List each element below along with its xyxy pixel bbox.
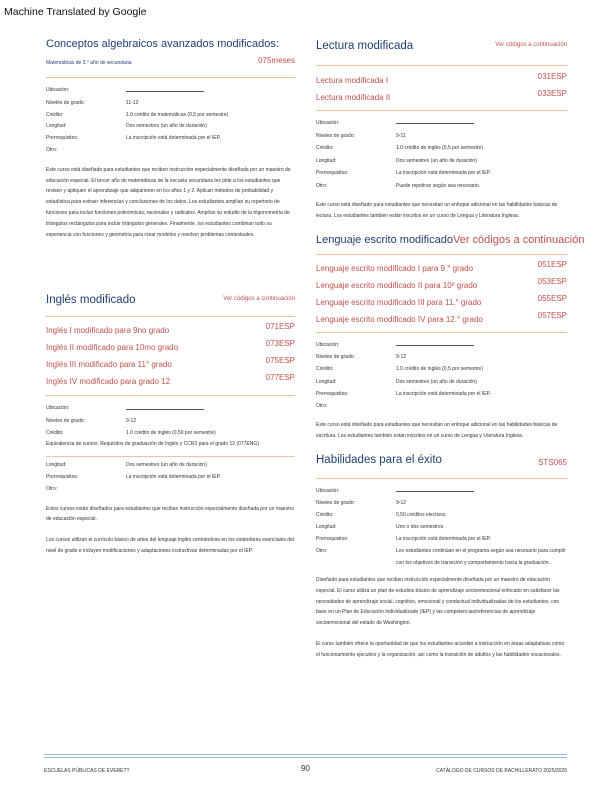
success-title: Habilidades para el éxito bbox=[316, 454, 442, 466]
writing-course-list bbox=[316, 260, 567, 328]
english-info-table-2 bbox=[46, 460, 295, 495]
course-item bbox=[46, 339, 295, 356]
writing-info-table bbox=[316, 339, 567, 412]
info-label: Prerrequisitos: bbox=[316, 390, 349, 397]
course-code: 055ESP bbox=[537, 294, 567, 303]
info-label: Otro: bbox=[316, 182, 328, 189]
info-row bbox=[46, 484, 295, 496]
footer-catalog: CATÁLOGO DE CURSOS DE BACHILLERATO 2025/2026 bbox=[436, 768, 567, 774]
course-code: 033ESP bbox=[537, 89, 567, 98]
course-name: Lenguaje escrito modificado III para 11.° grado bbox=[316, 298, 482, 307]
course-item bbox=[316, 294, 567, 311]
info-row bbox=[316, 485, 567, 497]
left-column bbox=[46, 38, 295, 554]
course-name: Inglés III modificado para 11° grado bbox=[46, 360, 172, 369]
info-row bbox=[316, 130, 567, 143]
info-row bbox=[316, 400, 567, 412]
paragraph: Los cursos utilizan el currículo básico de artes del lenguaje inglés centrándose en los estándares esenciales del nivel de grado e incluyen modificaciones y adaptaciones instructivas determinadas por el IEP. bbox=[46, 537, 294, 554]
info-row bbox=[316, 545, 567, 569]
algebra-section bbox=[46, 38, 295, 240]
english-title: Inglés modificado bbox=[46, 294, 136, 306]
algebra-code: 075meses bbox=[258, 56, 295, 65]
writing-section bbox=[316, 230, 585, 442]
divider bbox=[316, 332, 567, 333]
info-label: Ubicación: bbox=[316, 120, 340, 126]
blank-line bbox=[126, 85, 204, 92]
course-item bbox=[46, 322, 295, 339]
blank-field bbox=[396, 117, 567, 130]
success-code: STS065 bbox=[538, 458, 567, 467]
info-label: Longitud: bbox=[316, 378, 337, 385]
info-value: 0,50 créditos electivos bbox=[396, 512, 446, 518]
blank-line bbox=[396, 117, 474, 124]
info-value: 1.0 crédito de matemáticas (0,5 por semestre) bbox=[126, 111, 229, 118]
info-value: Los estudiantes continúan en el programa según sea necesario para cumplir con los objetivos de transición y comportamiento hacia la graduación. bbox=[396, 548, 566, 566]
info-row bbox=[316, 533, 567, 545]
divider bbox=[316, 478, 567, 479]
info-label: Niveles de grado: bbox=[316, 354, 355, 361]
blank-line bbox=[396, 339, 474, 346]
page-footer bbox=[44, 764, 567, 774]
info-row bbox=[316, 521, 567, 533]
course-item bbox=[316, 311, 567, 328]
info-row bbox=[46, 472, 295, 484]
info-label: Crédito: bbox=[316, 145, 334, 151]
paragraph: Este curso está diseñado para estudiantes que necesitan un enfoque adicional en las habilidades básicas de lectura. Los estudiantes también están inscritos en un curso de Lengua y Literatura Inglesa. bbox=[316, 202, 558, 219]
info-label: Niveles de grado: bbox=[316, 500, 355, 506]
algebra-title: Conceptos algebraicos avanzados modificados: bbox=[46, 38, 279, 50]
success-description bbox=[316, 575, 567, 661]
footer-school: ESCUELAS PÚBLICAS DE EVERETT bbox=[44, 768, 130, 774]
info-value: Dos semestres (un año de duración) bbox=[126, 123, 207, 130]
english-info-table bbox=[46, 403, 295, 439]
info-row bbox=[316, 509, 567, 521]
info-row bbox=[46, 403, 295, 416]
course-code: 073ESP bbox=[265, 339, 295, 348]
info-row bbox=[316, 351, 567, 363]
machine-translated-banner: Machine Translated by Google bbox=[4, 6, 147, 18]
info-value: Uno o dos semestres bbox=[396, 524, 444, 530]
divider bbox=[46, 77, 295, 78]
course-code: 031ESP bbox=[537, 72, 567, 81]
paragraph: Este curso está diseñado para estudiantes que necesitan un enfoque adicional en las habilidades básicas de escritura. Los estudiantes también están inscritos en un curso de Lengua y Literatura Inglesa. bbox=[316, 422, 558, 440]
divider bbox=[316, 65, 567, 66]
course-item bbox=[46, 373, 295, 390]
success-info-table bbox=[316, 485, 567, 569]
course-name: Lenguaje escrito modificado I para 9.° grado bbox=[316, 264, 474, 273]
course-code: 071ESP bbox=[265, 322, 295, 331]
course-name: Inglés I modificado para 9no grado bbox=[46, 326, 170, 335]
paragraph: Diseñado para estudiantes que reciben instrucción especialmente diseñada por un maestro de educación especial. El curso utiliza un plan de estudios básico de aprendizaje socioemocional enfocado en satisfacer las necesidades de aprendizaje social, cognitivo, emocional y conductual individualizadas de los estudiantes, con base en un Plan de Educación Individualizado (IEP) y las competencias/referencias de aprendizaje socioemocional del estado de Washington. bbox=[316, 577, 560, 627]
reading-description bbox=[316, 200, 567, 222]
course-name: Inglés II modificado para 10mo grado bbox=[46, 343, 179, 352]
divider bbox=[46, 456, 295, 457]
info-label: Otro: bbox=[46, 146, 58, 153]
info-label: Longitud: bbox=[46, 123, 67, 130]
info-label: Ubicación: bbox=[316, 342, 340, 348]
course-item bbox=[316, 260, 567, 277]
blank-field bbox=[126, 85, 295, 98]
reading-title: Lectura modificada bbox=[316, 40, 414, 52]
right-column bbox=[316, 38, 585, 658]
course-item bbox=[316, 72, 567, 89]
divider bbox=[46, 395, 295, 396]
info-value: 9-12 bbox=[126, 417, 137, 424]
info-label: Ubicación: bbox=[46, 405, 70, 411]
info-row bbox=[316, 155, 567, 168]
paragraph: El curso también ofrece la oportunidad de que los estudiantes accedan a instrucción en áreas adaptativas como el funcionamiento ejecutivo y la organización, así como la transición de adultos y las habilidades vocacionales. bbox=[316, 640, 565, 658]
info-row bbox=[46, 428, 295, 440]
info-value: 11-12 bbox=[126, 99, 139, 106]
info-row bbox=[316, 167, 567, 180]
info-label: Ubicación: bbox=[316, 488, 340, 494]
course-item bbox=[46, 356, 295, 373]
algebra-description bbox=[46, 165, 295, 241]
blank-field bbox=[396, 485, 567, 497]
info-row bbox=[316, 363, 567, 375]
algebra-info-table bbox=[46, 85, 295, 157]
info-label: Crédito: bbox=[316, 512, 334, 518]
page-number: 90 bbox=[301, 764, 310, 773]
info-label: Longitud: bbox=[316, 157, 337, 164]
english-equivalence: Equivalencia de cursos: Requisitos de graduación de Inglés y CCR3 para el grado 12 (077ENG) bbox=[46, 441, 259, 448]
info-value: Dos semestres (un año de duración) bbox=[126, 462, 207, 469]
info-label: Crédito: bbox=[46, 111, 64, 118]
info-label: Otro: bbox=[316, 548, 328, 554]
info-value: La inscripción está determinada por el IEP. bbox=[396, 536, 491, 542]
writing-title: Lenguaje escrito modificado bbox=[316, 234, 453, 246]
paragraph: Estos cursos están diseñados para estudiantes que reciben instrucción especialmente diseñada por un maestro de educación especial. bbox=[46, 505, 294, 523]
info-row bbox=[46, 121, 295, 133]
info-row bbox=[46, 110, 295, 122]
course-name: Lenguaje escrito modificado IV para 12.° grado bbox=[316, 315, 483, 324]
success-section bbox=[316, 452, 567, 661]
info-value: La inscripción está determinada por el IEP. bbox=[126, 135, 221, 142]
info-value: La inscripción está determinada por el IEP. bbox=[396, 390, 491, 397]
course-name: Lectura modificada II bbox=[316, 93, 391, 102]
info-row bbox=[46, 133, 295, 145]
writing-description bbox=[316, 420, 567, 442]
writing-see-codes-link[interactable]: Ver códigos a continuación bbox=[452, 234, 585, 246]
info-row bbox=[46, 460, 295, 472]
blank-line bbox=[396, 485, 474, 492]
info-row bbox=[316, 388, 567, 400]
info-value: Dos semestres (un año de duración) bbox=[396, 378, 477, 385]
info-label: Niveles de grado: bbox=[316, 132, 355, 139]
blank-field bbox=[396, 339, 567, 351]
blank-field bbox=[126, 403, 295, 416]
info-value: 9-11 bbox=[396, 132, 406, 139]
divider bbox=[316, 254, 567, 255]
divider bbox=[316, 110, 567, 111]
info-label: Prerrequisitos: bbox=[316, 536, 349, 542]
course-name: Lectura modificada I bbox=[316, 76, 389, 85]
info-label: Prerrequisitos: bbox=[316, 170, 349, 176]
info-row bbox=[316, 117, 567, 130]
info-row bbox=[316, 142, 567, 155]
english-see-codes-link[interactable]: Ver códigos a continuación bbox=[223, 296, 295, 302]
info-label: Longitud: bbox=[316, 524, 337, 530]
info-value: La inscripción está determinada por el IEP. bbox=[396, 170, 491, 176]
info-row bbox=[46, 85, 295, 98]
reading-info-table bbox=[316, 117, 567, 192]
info-value bbox=[396, 400, 567, 412]
course-code: 051ESP bbox=[537, 260, 567, 269]
info-label: Crédito: bbox=[46, 429, 64, 436]
divider bbox=[46, 316, 295, 317]
reading-section bbox=[316, 38, 567, 222]
info-value: 1.0 crédito de inglés (0,50 por semestre) bbox=[126, 429, 216, 436]
paragraph: Este curso está diseñado para estudiantes que reciben instrucción especialmente diseñada por un maestro de educación especial. El tercer año de matemáticas de la escuela secundaria les pide a los estudiantes que revisen y apliquen el aprendizaje que adquirieron en los años 1 y 2. Aplican métodos de probabilidad y estadística para extraer inferencias y conclusiones de los datos. Los estudiantes amplían su repertorio de funciones para incluir funciones polinómicas, racionales y radicales. Amplían su estudio de la trigonometría de triángulos rectángulos para incluir triángulos generales. Finalmente, los estudiantes combinan todo su experiencia con funciones y geometría para crear modelos y resolver problemas contextuales. bbox=[46, 166, 291, 238]
info-value: 9-12 bbox=[396, 500, 407, 506]
info-value: 1.0 crédito de inglés (0,5 por semestre) bbox=[396, 145, 483, 151]
info-row bbox=[46, 98, 295, 110]
course-item bbox=[316, 89, 567, 106]
info-row bbox=[316, 376, 567, 388]
english-description bbox=[46, 504, 295, 557]
course-item bbox=[316, 277, 567, 294]
info-label: Niveles de grado: bbox=[46, 99, 85, 106]
blank-line bbox=[126, 403, 204, 410]
info-row bbox=[316, 497, 567, 509]
info-value: 9-12 bbox=[396, 354, 407, 361]
info-row bbox=[316, 180, 567, 193]
info-row bbox=[46, 145, 295, 157]
info-value bbox=[126, 484, 295, 496]
course-code: 077ESP bbox=[265, 373, 295, 382]
info-label: Otro: bbox=[46, 485, 58, 492]
info-label: Longitud: bbox=[46, 462, 67, 469]
reading-course-list bbox=[316, 72, 567, 106]
course-code: 075ESP bbox=[265, 356, 295, 365]
course-name: Lenguaje escrito modificado II para 10º grado bbox=[316, 281, 478, 290]
info-value: 1.0 crédito de inglés (0,5 por semestre) bbox=[396, 366, 483, 373]
course-code: 057ESP bbox=[537, 311, 567, 320]
course-code: 053ESP bbox=[537, 277, 567, 286]
algebra-subtitle: Matemáticas de 3.° año de secundaria bbox=[46, 60, 132, 66]
info-label: Prerrequisitos: bbox=[46, 135, 79, 142]
info-label: Crédito: bbox=[316, 366, 334, 373]
english-course-list bbox=[46, 322, 295, 390]
info-row bbox=[316, 339, 567, 351]
reading-see-codes-link[interactable]: Ver códigos a continuación bbox=[495, 42, 567, 48]
footer-rule bbox=[44, 754, 567, 758]
info-value bbox=[126, 145, 295, 157]
course-name: Inglés IV modificado para grado 12 bbox=[46, 377, 171, 386]
info-value: Puede repetirse según sea necesario. bbox=[396, 182, 481, 189]
info-label: Otro: bbox=[316, 403, 328, 410]
info-label: Niveles de grado: bbox=[46, 417, 85, 424]
english-section bbox=[46, 292, 295, 557]
info-value: La inscripción está determinada por el IEP. bbox=[126, 473, 221, 480]
info-label: Ubicación: bbox=[46, 87, 70, 93]
info-row bbox=[46, 416, 295, 428]
info-label: Prerrequisitos: bbox=[46, 473, 79, 480]
info-value: Dos semestres (un año de duración) bbox=[396, 157, 477, 164]
